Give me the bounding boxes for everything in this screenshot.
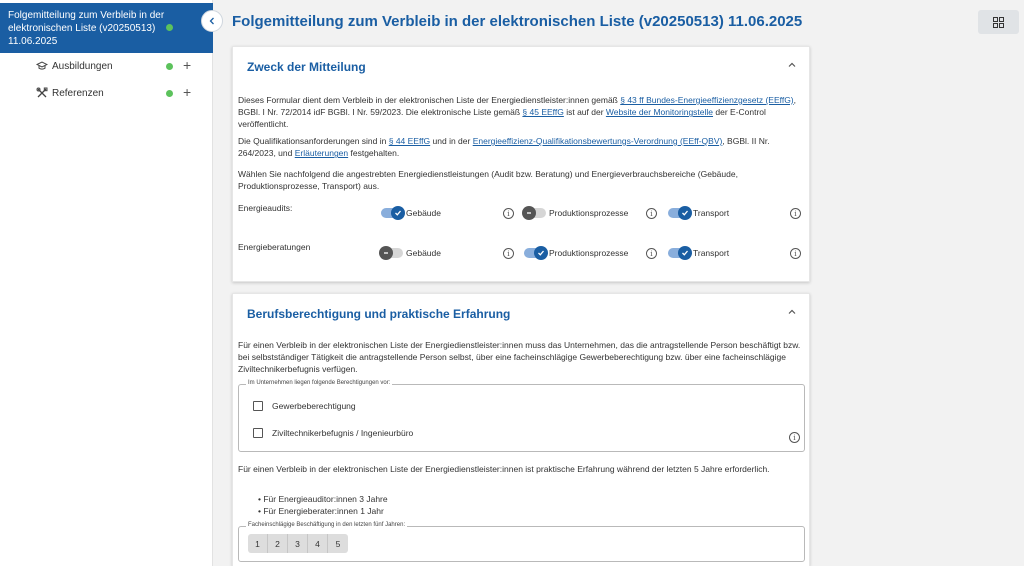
status-dot [166, 63, 173, 70]
chevron-up-icon[interactable] [787, 60, 797, 70]
checkbox-box[interactable] [253, 401, 263, 411]
toggle-audit-produktionsprozesse[interactable] [524, 208, 628, 218]
intro-paragraph [238, 94, 804, 131]
toggle-label: Transport [693, 208, 730, 218]
sidebar-item-label: Ausbildungen [52, 61, 113, 72]
year-option-4[interactable]: 4 [308, 534, 328, 553]
tools-icon [36, 87, 48, 99]
toggle-audit-transport[interactable] [668, 208, 729, 218]
toggle-switch[interactable] [668, 208, 690, 218]
link-eeffg-44[interactable]: § 44 EEffG [388, 136, 431, 146]
add-referenz-button[interactable]: + [183, 84, 192, 100]
toggle-label: Produktionsprozesse [549, 248, 629, 258]
toggle-label: Produktionsprozesse [549, 208, 629, 218]
check-icon [678, 206, 692, 220]
info-icon[interactable]: i [503, 208, 514, 219]
toggle-switch[interactable] [381, 208, 403, 218]
row-label-energieberatungen: Energieberatungen [238, 242, 311, 252]
info-icon[interactable]: i [503, 248, 514, 259]
sidebar-item-referenzen[interactable] [0, 84, 213, 106]
link-eeffg-43[interactable]: § 43 ff Bundes-Energieeffizienzgesetz (EEffG) [620, 95, 794, 105]
info-icon[interactable]: i [789, 432, 800, 443]
section-zweck [232, 46, 810, 282]
text: und in der [430, 136, 473, 146]
years-fieldset [238, 522, 805, 562]
grid-view-button[interactable] [978, 10, 1019, 34]
year-option-1[interactable]: 1 [248, 534, 268, 553]
sidebar-item-label: Folgemitteilung zum Verbleib in der elektronischen Liste (v20250513) 11.06.2025 [8, 10, 165, 48]
text: festgehalten. [348, 148, 400, 159]
checkbox-gewerbeberechtigung[interactable] [253, 401, 356, 411]
page-title: Folgemitteilung zum Verbleib in der elektronischen Liste (v20250513) 11.06.2025 [232, 13, 803, 30]
check-icon [678, 246, 692, 260]
info-icon[interactable]: i [646, 208, 657, 219]
toggle-label: Gebäude [406, 248, 441, 258]
link-eeff-qbv[interactable]: Energieeffizienz-Qualifikationsbewertungs-Verordnung (EEff-QBV) [472, 136, 723, 146]
years-selector[interactable] [248, 534, 348, 553]
fieldset-legend: Facheinschlägige Beschäftigung in den letzten fünf Jahren: [248, 522, 406, 528]
toggle-label: Transport [693, 248, 730, 258]
status-dot [166, 90, 173, 97]
check-icon [534, 246, 548, 260]
bullet-berater: • Für Energieberater:innen 1 Jahr [258, 506, 384, 516]
fieldset-legend: Im Unternehmen liegen folgende Berechtigungen vor: [248, 380, 391, 386]
section-berufsberechtigung [232, 293, 810, 566]
checkbox-label: Ziviltechnikerbefugnis / Ingenieurbüro [272, 428, 414, 438]
minus-icon [522, 206, 536, 220]
toggle-label: Gebäude [406, 208, 441, 218]
chevron-left-icon [208, 17, 216, 25]
add-ausbildung-button[interactable]: + [183, 57, 192, 73]
toggle-switch[interactable] [524, 248, 546, 258]
text: Dieses Formular dient dem Verbleib in der elektronischen Liste der Energiedienstleister:innen gemäß [238, 95, 621, 105]
qualification-paragraph [238, 135, 804, 159]
erfahrung-paragraph: Für einen Verbleib in der elektronischen Liste der Energiedienstleister:innen ist praktische Erfahrung während der letzten 5 Jahre erforderlich. [238, 464, 770, 474]
link-website-monitoringstelle[interactable]: Website der Monitoringstelle [605, 107, 714, 118]
info-icon[interactable]: i [790, 248, 801, 259]
text: Die Qualifikationsanforderungen sind in [238, 136, 389, 146]
info-icon[interactable]: i [646, 248, 657, 259]
grid-icon [993, 17, 1004, 28]
toggle-switch[interactable] [668, 248, 690, 258]
toggle-beratung-produktionsprozesse[interactable] [524, 248, 628, 258]
check-icon [391, 206, 405, 220]
checkbox-label: Gewerbeberechtigung [272, 401, 356, 411]
graduation-cap-icon [36, 60, 48, 72]
toggle-audit-gebaeude[interactable] [381, 208, 441, 218]
info-icon[interactable]: i [790, 208, 801, 219]
text: der E-Control veröffentlicht. [238, 107, 766, 130]
sidebar [0, 0, 213, 566]
year-option-5[interactable]: 5 [328, 534, 348, 553]
sidebar-item-folgemitteilung[interactable] [0, 3, 213, 53]
toggle-switch[interactable] [524, 208, 546, 218]
year-option-2[interactable]: 2 [268, 534, 288, 553]
checkbox-box[interactable] [253, 428, 263, 438]
text: ist auf der [563, 107, 606, 118]
toggle-switch[interactable] [381, 248, 403, 258]
toggle-beratung-gebaeude[interactable] [381, 248, 441, 258]
section-title: Berufsberechtigung und praktische Erfahrung [247, 307, 511, 321]
link-eeffg-45[interactable]: § 45 EEffG [522, 107, 564, 118]
text: , BGBl. II Nr. 264/2023, und [238, 136, 770, 159]
link-erlaeuterungen[interactable]: Erläuterungen [294, 148, 349, 159]
berechtigungen-fieldset [238, 380, 805, 452]
selection-paragraph: Wählen Sie nachfolgend die angestrebten Energiedienstleistungen (Audit bzw. Beratung) und Energieverbrauchsbereiche (Gebäude, Produktionsprozesse, Transport) aus. [238, 169, 738, 192]
checkbox-ziviltechnikerbefugnis[interactable] [253, 428, 413, 438]
sidebar-collapse-button[interactable] [201, 10, 223, 32]
year-option-3[interactable]: 3 [288, 534, 308, 553]
sidebar-item-ausbildungen[interactable] [0, 57, 213, 79]
status-dot [166, 24, 173, 31]
row-label-energieaudits: Energieaudits: [238, 203, 293, 213]
sidebar-item-label: Referenzen [52, 88, 104, 99]
minus-icon [379, 246, 393, 260]
chevron-up-icon[interactable] [787, 307, 797, 317]
section-title: Zweck der Mitteilung [247, 60, 366, 74]
toggle-beratung-transport[interactable] [668, 248, 729, 258]
bullet-auditor: • Für Energieauditor:innen 3 Jahre [258, 494, 388, 504]
text: , BGBl. I Nr. 72/2014 idF BGBl. I Nr. 59/2023. Die elektronische Liste gemäß [238, 95, 797, 118]
berechtigung-paragraph: Für einen Verbleib in der elektronischen Liste der Energiedienstleister:innen muss das Unternehmen, das die antragstellende Person beschäftigt bzw. bei selbstständiger Tätigkeit die antragstellende Person selbst, über eine facheinschlägige Gewerbeberechtigung bzw. über eine facheinschlägige Ziviltechnikerbefugnis verfügen. [238, 340, 801, 375]
